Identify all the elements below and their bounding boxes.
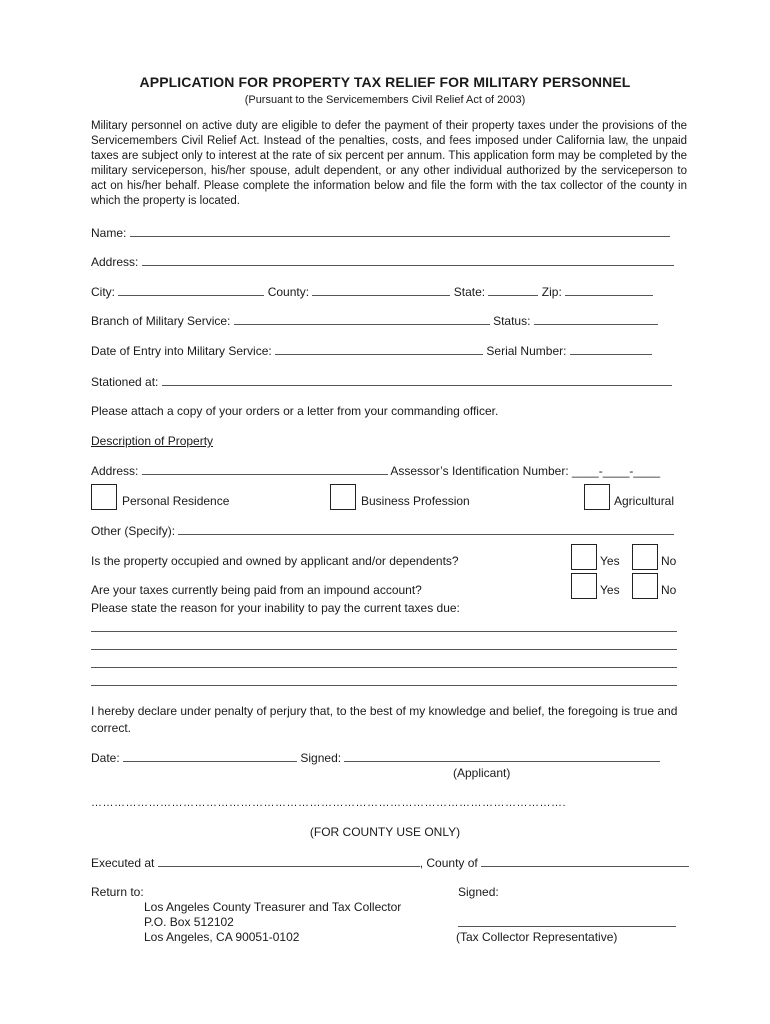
branch-row <box>91 313 658 328</box>
business-profession-label: Business Profession <box>361 494 470 508</box>
address-row <box>91 254 674 269</box>
collector-signature-line[interactable] <box>458 926 676 927</box>
impound-no-checkbox[interactable] <box>632 573 658 599</box>
personal-residence-checkbox[interactable] <box>91 484 117 510</box>
assessor-label: Assessor’s Identification Number: <box>390 464 569 478</box>
zip-label: Zip: <box>541 285 562 299</box>
impound-yes-checkbox[interactable] <box>571 573 597 599</box>
impound-yes-label: Yes <box>600 583 620 597</box>
collector-signed-label: Signed: <box>458 885 499 899</box>
date-field[interactable] <box>123 750 297 762</box>
serial-field[interactable] <box>570 343 652 355</box>
return-address-line-2: P.O. Box 512102 <box>144 915 234 929</box>
property-address-field[interactable] <box>142 463 388 475</box>
city-row <box>91 284 653 299</box>
zip-field[interactable] <box>565 284 653 296</box>
declaration-text: I hereby declare under penalty of perjury that, to the best of my knowledge and belief, the foregoing is true and correct. <box>91 704 678 735</box>
city-field[interactable] <box>118 284 264 296</box>
reason-line-3[interactable] <box>91 667 677 668</box>
collector-rep-caption: (Tax Collector Representative) <box>456 930 618 944</box>
date-entry-label: Date of Entry into Military Service: <box>91 344 272 358</box>
occupied-question: Is the property occupied and owned by applicant and/or dependents? <box>91 554 459 568</box>
executed-at-label: Executed at <box>91 856 155 870</box>
return-to-label: Return to: <box>91 885 144 899</box>
stationed-row <box>91 374 672 389</box>
name-field[interactable] <box>130 225 670 237</box>
impound-question: Are your taxes currently being paid from an impound account? <box>91 583 422 597</box>
other-row <box>91 523 674 538</box>
property-heading: Description of Property <box>91 434 214 448</box>
name-row <box>91 225 670 240</box>
occupied-no-label: No <box>661 554 677 568</box>
occupied-no-checkbox[interactable] <box>632 544 658 570</box>
impound-no-label: No <box>661 583 677 597</box>
assessor-field[interactable]: ____-____-____ <box>572 464 661 478</box>
executed-at-field[interactable] <box>158 855 420 867</box>
county-use-heading: (FOR COUNTY USE ONLY) <box>309 825 461 839</box>
name-label: Name: <box>91 226 127 240</box>
state-field[interactable] <box>488 284 538 296</box>
property-address-row <box>91 463 660 478</box>
reason-line-2[interactable] <box>91 649 677 650</box>
city-label: City: <box>91 285 115 299</box>
date-entry-row <box>91 343 652 358</box>
agricultural-checkbox[interactable] <box>584 484 610 510</box>
county-label: County: <box>267 285 310 299</box>
date-label: Date: <box>91 751 120 765</box>
stationed-label: Stationed at: <box>91 375 159 389</box>
occupied-yes-checkbox[interactable] <box>571 544 597 570</box>
serial-label: Serial Number: <box>486 344 567 358</box>
agricultural-label: Agricultural <box>614 494 675 508</box>
address-field[interactable] <box>142 254 674 266</box>
branch-label: Branch of Military Service: <box>91 314 231 328</box>
property-address-label: Address: <box>91 464 139 478</box>
status-label: Status: <box>493 314 531 328</box>
reason-line-4[interactable] <box>91 685 677 686</box>
return-address-line-3: Los Angeles, CA 90051-0102 <box>144 930 300 944</box>
intro-paragraph: Military personnel on active duty are eligible to defer the payment of their property taxes under the provisions of the Servicemembers Civil Relief Act. Instead of the penalties, costs, and fees imposed under California law, the unpaid taxes are subject only to interest at the rate of six percent per annum. This application form may be completed by the military serviceperson, his/her spouse, adult dependent, or any other individual authorized by the serviceperson to act on his/her behalf. Please complete the information below and file the form with the tax collector of the county in which the property is located. <box>91 120 687 207</box>
attach-note: Please attach a copy of your orders or a letter from your commanding officer. <box>91 404 499 418</box>
state-label: State: <box>453 285 486 299</box>
date-entry-field[interactable] <box>275 343 483 355</box>
reason-label: Please state the reason for your inability to pay the current taxes due: <box>91 601 460 615</box>
other-field[interactable] <box>178 523 674 535</box>
form-subtitle: (Pursuant to the Servicemembers Civil Relief Act of 2003) <box>244 94 526 106</box>
signed-field[interactable] <box>344 750 660 762</box>
dotted-separator: ……………………………………………………………………………………………………………. <box>91 797 567 809</box>
signature-row <box>91 750 660 765</box>
stationed-field[interactable] <box>162 374 672 386</box>
business-profession-checkbox[interactable] <box>330 484 356 510</box>
other-label: Other (Specify): <box>91 524 176 538</box>
county-of-label: , County of <box>419 856 478 870</box>
signed-label: Signed: <box>300 751 342 765</box>
county-field[interactable] <box>312 284 450 296</box>
personal-residence-label: Personal Residence <box>122 494 230 508</box>
occupied-yes-label: Yes <box>600 554 620 568</box>
executed-row <box>91 855 689 870</box>
address-label: Address: <box>91 255 139 269</box>
return-address-line-1: Los Angeles County Treasurer and Tax Collector <box>144 900 402 914</box>
form-title: APPLICATION FOR PROPERTY TAX RELIEF FOR MILITARY PERSONNEL <box>139 74 631 90</box>
county-of-field[interactable] <box>481 855 689 867</box>
branch-field[interactable] <box>234 313 490 325</box>
status-field[interactable] <box>534 313 658 325</box>
applicant-caption: (Applicant) <box>453 766 511 780</box>
reason-line-1[interactable] <box>91 631 677 632</box>
